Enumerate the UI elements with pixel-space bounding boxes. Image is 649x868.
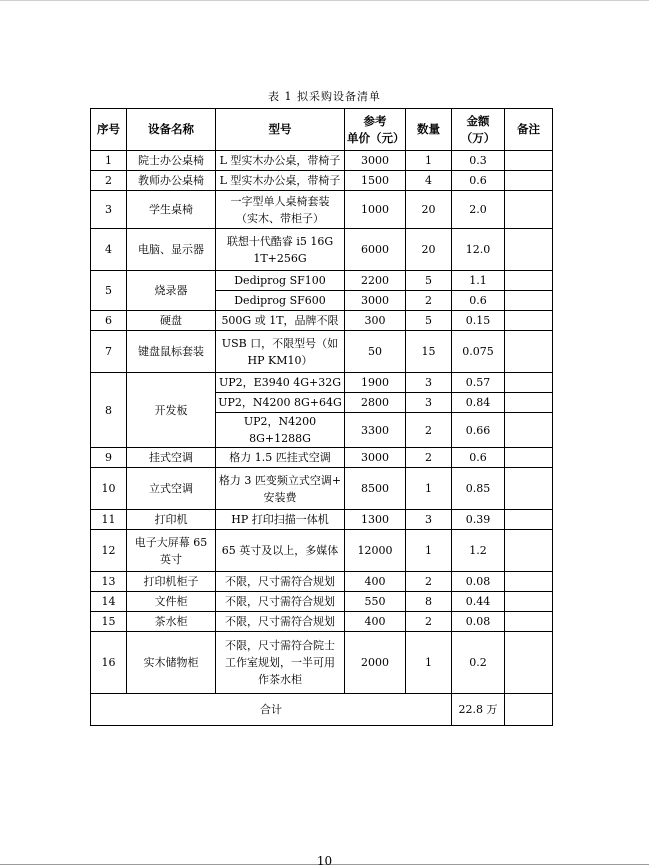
cell-note — [505, 311, 553, 331]
cell-seq: 5 — [91, 271, 127, 311]
cell-note — [505, 331, 553, 373]
cell-note — [505, 271, 553, 291]
cell-seq: 8 — [91, 373, 127, 448]
header-price-line1: 参考 — [363, 113, 387, 128]
cell-name: 茶水柜 — [127, 612, 216, 632]
header-row — [91, 109, 553, 151]
header-note: 备注 — [505, 109, 553, 151]
cell-note — [505, 229, 553, 271]
cell-name: 打印机柜子 — [127, 572, 216, 592]
cell-amount: 0.3 — [452, 151, 505, 171]
total-amount: 22.8 万 — [452, 694, 505, 726]
table-row — [91, 151, 553, 171]
cell-price: 1000 — [345, 191, 406, 229]
table-row — [91, 448, 553, 468]
cell-amount: 0.2 — [452, 632, 505, 694]
cell-price: 400 — [345, 572, 406, 592]
cell-seq: 4 — [91, 229, 127, 271]
cell-note — [505, 171, 553, 191]
cell-seq: 7 — [91, 331, 127, 373]
cell-model-line3: 作茶水柜 — [258, 673, 302, 686]
cell-note — [505, 572, 553, 592]
cell-price: 12000 — [345, 530, 406, 572]
cell-price: 2800 — [345, 393, 406, 413]
top-rule — [0, 0, 649, 1]
cell-price: 550 — [345, 592, 406, 612]
table-row — [91, 373, 553, 393]
cell-price: 6000 — [345, 229, 406, 271]
cell-seq: 14 — [91, 592, 127, 612]
cell-qty: 1 — [406, 468, 452, 510]
cell-model: 不限，尺寸需符合规划 — [216, 612, 345, 632]
cell-seq: 10 — [91, 468, 127, 510]
table-row — [91, 271, 553, 291]
cell-model: UP2，N4200 8G+1288G — [216, 413, 345, 448]
cell-model-line1: 联想十代酷睿 i5 16G — [226, 234, 334, 248]
cell-model: L 型实木办公桌，带椅子 — [216, 171, 345, 191]
cell-price: 3000 — [345, 151, 406, 171]
cell-name: 挂式空调 — [127, 448, 216, 468]
cell-note — [505, 291, 553, 311]
table-row — [91, 510, 553, 530]
cell-model-line2: HP KM10） — [247, 353, 313, 367]
table-row — [91, 632, 553, 694]
table-row — [91, 171, 553, 191]
cell-model: UP2，N4200 8G+64G — [216, 393, 345, 413]
cell-name: 院士办公桌椅 — [127, 151, 216, 171]
cell-qty: 1 — [406, 530, 452, 572]
cell-model: 65 英寸及以上，多媒体 — [216, 530, 345, 572]
cell-qty: 3 — [406, 373, 452, 393]
cell-amount: 1.2 — [452, 530, 505, 572]
cell-price: 1500 — [345, 171, 406, 191]
cell-note — [505, 468, 553, 510]
cell-price: 3300 — [345, 413, 406, 448]
cell-amount: 2.0 — [452, 191, 505, 229]
cell-seq: 16 — [91, 632, 127, 694]
total-label: 合计 — [91, 694, 452, 726]
header-name: 设备名称 — [127, 109, 216, 151]
cell-amount: 12.0 — [452, 229, 505, 271]
cell-qty: 5 — [406, 271, 452, 291]
cell-seq: 13 — [91, 572, 127, 592]
cell-name: 文件柜 — [127, 592, 216, 612]
cell-note — [505, 413, 553, 448]
cell-amount: 0.08 — [452, 612, 505, 632]
cell-qty: 1 — [406, 632, 452, 694]
cell-qty: 2 — [406, 572, 452, 592]
header-qty: 数量 — [406, 109, 452, 151]
total-row — [91, 694, 553, 726]
cell-amount: 0.66 — [452, 413, 505, 448]
header-amount-line2: （万） — [460, 130, 496, 145]
cell-price: 1900 — [345, 373, 406, 393]
cell-amount: 0.39 — [452, 510, 505, 530]
cell-qty: 15 — [406, 331, 452, 373]
cell-seq: 11 — [91, 510, 127, 530]
cell-model-line2: 安装费 — [263, 490, 297, 504]
cell-qty: 3 — [406, 393, 452, 413]
table-row — [91, 612, 553, 632]
cell-model: Dediprog SF600 — [216, 291, 345, 311]
cell-amount: 0.08 — [452, 572, 505, 592]
cell-model: 500G 或 1T，品牌不限 — [216, 311, 345, 331]
cell-qty: 4 — [406, 171, 452, 191]
cell-model: UP2，E3940 4G+32G — [216, 373, 345, 393]
cell-note — [505, 373, 553, 393]
cell-name: 立式空调 — [127, 468, 216, 510]
header-amount — [452, 109, 505, 151]
cell-amount: 0.075 — [452, 331, 505, 373]
header-amount-line1: 金额 — [466, 113, 490, 128]
table-caption: 表 1 拟采购设备清单 — [268, 90, 381, 103]
cell-price: 300 — [345, 311, 406, 331]
cell-qty: 2 — [406, 448, 452, 468]
table-row — [91, 592, 553, 612]
cell-price: 8500 — [345, 468, 406, 510]
cell-model-line1: 格力 3 匹变频立式空调+ — [218, 473, 342, 487]
cell-model — [216, 191, 345, 229]
cell-model: 格力 1.5 匹挂式空调 — [216, 448, 345, 468]
cell-name: 教师办公桌椅 — [127, 171, 216, 191]
cell-qty: 20 — [406, 229, 452, 271]
cell-name — [127, 530, 216, 572]
cell-amount: 1.1 — [452, 271, 505, 291]
equipment-table — [90, 108, 553, 726]
cell-price: 2000 — [345, 632, 406, 694]
cell-price: 50 — [345, 331, 406, 373]
header-model: 型号 — [216, 109, 345, 151]
cell-model-line1: USB 口，不限型号（如 — [221, 336, 339, 350]
cell-qty: 8 — [406, 592, 452, 612]
cell-name: 键盘鼠标套装 — [127, 331, 216, 373]
cell-model-line2: （实木、带柜子） — [236, 211, 324, 225]
cell-model: 不限，尺寸需符合规划 — [216, 572, 345, 592]
cell-note — [505, 632, 553, 694]
cell-name-line1: 电子大屏幕 65 — [134, 535, 208, 549]
cell-name: 打印机 — [127, 510, 216, 530]
cell-price: 400 — [345, 612, 406, 632]
cell-model — [216, 229, 345, 271]
cell-model: 不限，尺寸需符合规划 — [216, 592, 345, 612]
cell-note — [505, 510, 553, 530]
cell-qty: 1 — [406, 151, 452, 171]
cell-amount: 0.6 — [452, 171, 505, 191]
cell-price: 2200 — [345, 271, 406, 291]
cell-amount: 0.15 — [452, 311, 505, 331]
cell-model — [216, 331, 345, 373]
cell-note — [505, 448, 553, 468]
cell-seq: 9 — [91, 448, 127, 468]
cell-qty: 20 — [406, 191, 452, 229]
table-row — [91, 468, 553, 510]
cell-amount: 0.6 — [452, 291, 505, 311]
cell-seq: 15 — [91, 612, 127, 632]
table-row — [91, 311, 553, 331]
cell-seq: 2 — [91, 171, 127, 191]
table-row — [91, 572, 553, 592]
cell-qty: 2 — [406, 413, 452, 448]
cell-model: HP 打印扫描一体机 — [216, 510, 345, 530]
cell-model-line2: 1T+256G — [253, 251, 307, 265]
cell-name: 实木储物柜 — [127, 632, 216, 694]
cell-name-line2: 英寸 — [160, 552, 182, 566]
cell-name: 硬盘 — [127, 311, 216, 331]
header-seq: 序号 — [91, 109, 127, 151]
cell-qty: 2 — [406, 291, 452, 311]
cell-model — [216, 468, 345, 510]
cell-amount: 0.85 — [452, 468, 505, 510]
cell-price: 3000 — [345, 448, 406, 468]
cell-price: 1300 — [345, 510, 406, 530]
cell-qty: 5 — [406, 311, 452, 331]
page-number: 10 — [316, 854, 333, 868]
cell-note — [505, 694, 553, 726]
cell-seq: 3 — [91, 191, 127, 229]
cell-model-line1: 一字型单人桌椅套装 — [230, 194, 330, 208]
header-price-line2: 单价（元） — [347, 130, 405, 145]
cell-model: Dediprog SF100 — [216, 271, 345, 291]
cell-note — [505, 530, 553, 572]
cell-note — [505, 592, 553, 612]
cell-note — [505, 151, 553, 171]
table-row — [91, 530, 553, 572]
cell-name: 学生桌椅 — [127, 191, 216, 229]
cell-name: 电脑、显示器 — [127, 229, 216, 271]
table-row — [91, 229, 553, 271]
cell-seq: 1 — [91, 151, 127, 171]
cell-amount: 0.44 — [452, 592, 505, 612]
cell-note — [505, 191, 553, 229]
cell-amount: 0.6 — [452, 448, 505, 468]
cell-model: L 型实木办公桌，带椅子 — [216, 151, 345, 171]
cell-seq: 12 — [91, 530, 127, 572]
cell-amount: 0.57 — [452, 373, 505, 393]
cell-name: 开发板 — [127, 373, 216, 448]
cell-note — [505, 393, 553, 413]
cell-qty: 3 — [406, 510, 452, 530]
cell-note — [505, 612, 553, 632]
cell-model — [216, 632, 345, 694]
table-row — [91, 331, 553, 373]
cell-name: 烧录器 — [127, 271, 216, 311]
cell-qty: 2 — [406, 612, 452, 632]
header-price — [345, 109, 406, 151]
cell-amount: 0.84 — [452, 393, 505, 413]
cell-seq: 6 — [91, 311, 127, 331]
cell-price: 3000 — [345, 291, 406, 311]
cell-model-line1: 不限，尺寸需符合院士 — [225, 639, 335, 652]
cell-model-line2: 工作室规划，一半可用 — [225, 656, 335, 669]
table-row — [91, 191, 553, 229]
